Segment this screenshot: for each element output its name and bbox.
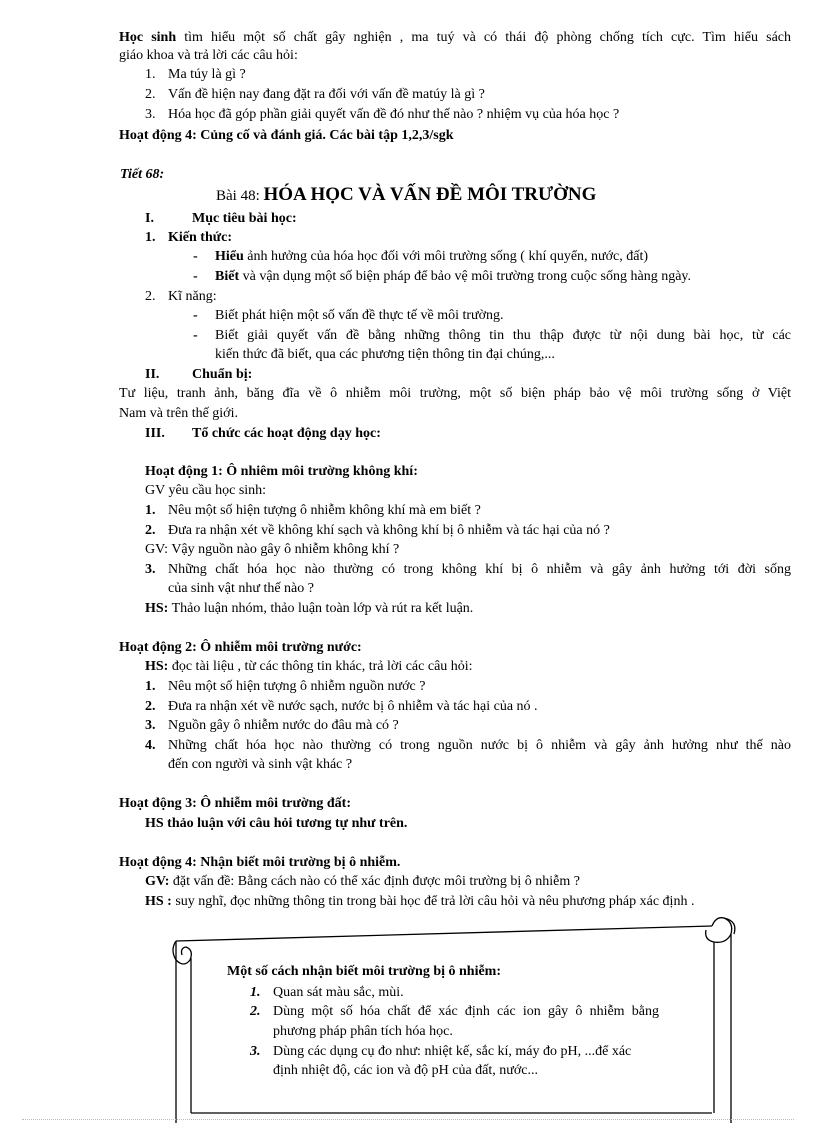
activity-1-gv: GV yêu cầu học sinh: bbox=[145, 483, 267, 498]
question-number: 3. bbox=[145, 718, 156, 733]
knowledge-item-text: và vận dụng một số biện pháp để bảo vệ môi trường trong cuộc sống hàng ngày. bbox=[239, 269, 691, 284]
question-number: 2. bbox=[145, 699, 156, 714]
objectives-heading: Mục tiêu bài học: bbox=[192, 211, 297, 226]
intro-question-text: Vấn đề hiện nay đang đặt ra đối với vấn đề matúy là gì ? bbox=[168, 87, 485, 102]
skills-label: Kĩ năng: bbox=[168, 289, 217, 304]
question-number: 1. bbox=[145, 679, 156, 694]
hs-label: HS: bbox=[145, 601, 169, 616]
intro-activity-4: Hoạt động 4: Củng cố và đánh giá. Các bài tập 1,2,3/sgk bbox=[119, 128, 454, 143]
hs-text: Thảo luận nhóm, thảo luận toàn lớp và rút ra kết luận. bbox=[168, 601, 474, 616]
prep-line-2: Nam và trên thế giới. bbox=[119, 406, 238, 421]
question-text: Đưa ra nhận xét về không khí sạch và không khí bị ô nhiễm và tác hại của nó ? bbox=[168, 523, 610, 538]
lesson-title-prefix: Bài 48: bbox=[216, 188, 264, 204]
activity-2-question-4-line-2: đến con người và sinh vật khác ? bbox=[168, 757, 353, 772]
knowledge-item-keyword: Hiểu bbox=[215, 249, 244, 264]
box-item-1 bbox=[250, 984, 404, 1002]
knowledge-label: Kiến thức: bbox=[168, 230, 233, 245]
intro-question-number: 1. bbox=[145, 67, 156, 82]
lesson-title-text: HÓA HỌC VÀ VẤN ĐỀ MÔI TRƯỜNG bbox=[263, 184, 597, 205]
hs-text: suy nghĩ, đọc những thông tin trong bài học để trả lời câu hỏi và nêu phương pháp xác định . bbox=[171, 894, 695, 909]
org-heading: Tổ chức các hoạt động dạy học: bbox=[192, 426, 381, 441]
skills-number: 2. bbox=[145, 289, 156, 304]
prep-numeral: II. bbox=[145, 367, 160, 382]
question-text: Đưa ra nhận xét về nước sạch, nước bị ô nhiễm và tác hại của nó . bbox=[168, 699, 538, 714]
box-item-number: 2. bbox=[250, 1004, 261, 1019]
period-label: Tiết 68: bbox=[120, 167, 165, 182]
box-item-3-line-1: Dùng các dụng cụ đo như: nhiệt kế, sắc kí, máy đo pH, ...để xác bbox=[273, 1044, 632, 1059]
activity-2-question-4-line-1: Những chất hóa học nào thường có trong nguồn nước bị ô nhiễm và gây ảnh hưởng như thế nào bbox=[168, 738, 791, 753]
intro-question-number: 2. bbox=[145, 87, 156, 102]
prep-heading: Chuẩn bị: bbox=[192, 367, 253, 382]
skill-item-2-line-2: kiến thức đã biết, qua các phương tiện thông tin đại chúng,... bbox=[215, 347, 555, 362]
knowledge-number: 1. bbox=[145, 230, 156, 245]
question-number: 4. bbox=[145, 738, 156, 753]
box-item-2-line-1: Dùng một số hóa chất để xác định các ion gây ô nhiễm bằng bbox=[273, 1004, 659, 1019]
box-item-text: Quan sát màu sắc, mùi. bbox=[273, 985, 404, 1000]
box-item-3-line-2: định nhiệt độ, các ion và độ pH của đất, nước... bbox=[273, 1063, 538, 1078]
intro-question-number: 3. bbox=[145, 107, 156, 122]
activity-2-heading: Hoạt động 2: Ô nhiễm môi trường nước: bbox=[119, 640, 362, 655]
activity-1-question-3-line-2: của sinh vật như thế nào ? bbox=[168, 581, 314, 596]
skill-item-2-line-1: Biết giải quyết vấn đề bằng những thông tin thu thập được từ nội dung bài học, từ các bbox=[215, 328, 791, 343]
activity-1-question-3-line-1: Những chất hóa học nào thường có trong không khí bị ô nhiễm và gây ảnh hưởng tới đời sống bbox=[168, 562, 791, 577]
knowledge-item-text: ảnh hưởng của hóa học đối với môi trường sống ( khí quyển, nước, đất) bbox=[243, 249, 649, 264]
activity-3-text: HS thảo luận với câu hỏi tương tự như trên. bbox=[145, 816, 408, 831]
hs-label: HS: bbox=[145, 659, 169, 674]
intro-lead: Học sinh bbox=[119, 30, 177, 45]
box-heading: Một số cách nhận biết môi trường bị ô nhiễm: bbox=[227, 964, 501, 979]
page-bottom-dotted-rule bbox=[22, 1119, 794, 1120]
bullet-dash: - bbox=[193, 328, 198, 343]
box-item-number: 3. bbox=[250, 1044, 261, 1059]
intro-line-2: giáo khoa và trả lời các câu hỏi: bbox=[119, 48, 298, 63]
bullet-dash: - bbox=[193, 269, 198, 284]
question-number: 1. bbox=[145, 503, 156, 518]
objectives-numeral: I. bbox=[145, 211, 154, 226]
box-item-2-line-2: phương pháp phân tích hóa học. bbox=[273, 1024, 453, 1039]
question-text: Nguồn gây ô nhiễm nước do đâu mà có ? bbox=[168, 718, 399, 733]
activity-3-heading: Hoạt động 3: Ô nhiễm môi trường đất: bbox=[119, 796, 351, 811]
activity-4-heading: Hoạt động 4: Nhận biết môi trường bị ô nhiễm. bbox=[119, 855, 401, 870]
prep-line-1: Tư liệu, tranh ảnh, băng đĩa về ô nhiễm môi trường, một số biện pháp bảo vệ môi trường sống ở Việt bbox=[119, 386, 791, 401]
box-item-number: 1. bbox=[250, 985, 261, 1000]
question-number: 3. bbox=[145, 562, 156, 577]
bullet-dash: - bbox=[193, 249, 198, 264]
gv-label: GV: bbox=[145, 874, 170, 889]
org-numeral: III. bbox=[145, 426, 165, 441]
question-text: Nêu một số hiện tượng ô nhiễm không khí mà em biết ? bbox=[168, 503, 481, 518]
question-number: 2. bbox=[145, 523, 156, 538]
intro-question-text: Ma túy là gì ? bbox=[168, 67, 246, 82]
activity-1-gv-2: GV: Vậy nguồn nào gây ô nhiễm không khí ? bbox=[145, 542, 400, 557]
hs-label: HS : bbox=[145, 894, 172, 909]
knowledge-item-keyword: Biết bbox=[215, 269, 240, 284]
intro-question-text: Hóa học đã góp phần giải quyết vấn đề đó như thế nào ? nhiệm vụ của hóa học ? bbox=[168, 107, 620, 122]
intro-line-1-rest: tìm hiểu một số chất gây nghiện , ma tuý và có thái độ phòng chống tích cực. Tìm hiểu sách bbox=[176, 30, 791, 45]
skill-item-1: Biết phát hiện một số vấn đề thực tế về môi trường. bbox=[215, 308, 504, 323]
hs-text: đọc tài liệu , từ các thông tin khác, trả lời các câu hỏi: bbox=[168, 659, 473, 674]
activity-1-heading: Hoạt động 1: Ô nhiêm môi trường không khí: bbox=[145, 464, 418, 479]
question-text: Nêu một số hiện tượng ô nhiễm nguồn nước ? bbox=[168, 679, 426, 694]
gv-text: đặt vấn đề: Bằng cách nào có thể xác định được môi trường bị ô nhiễm ? bbox=[169, 874, 580, 889]
bullet-dash: - bbox=[193, 308, 198, 323]
